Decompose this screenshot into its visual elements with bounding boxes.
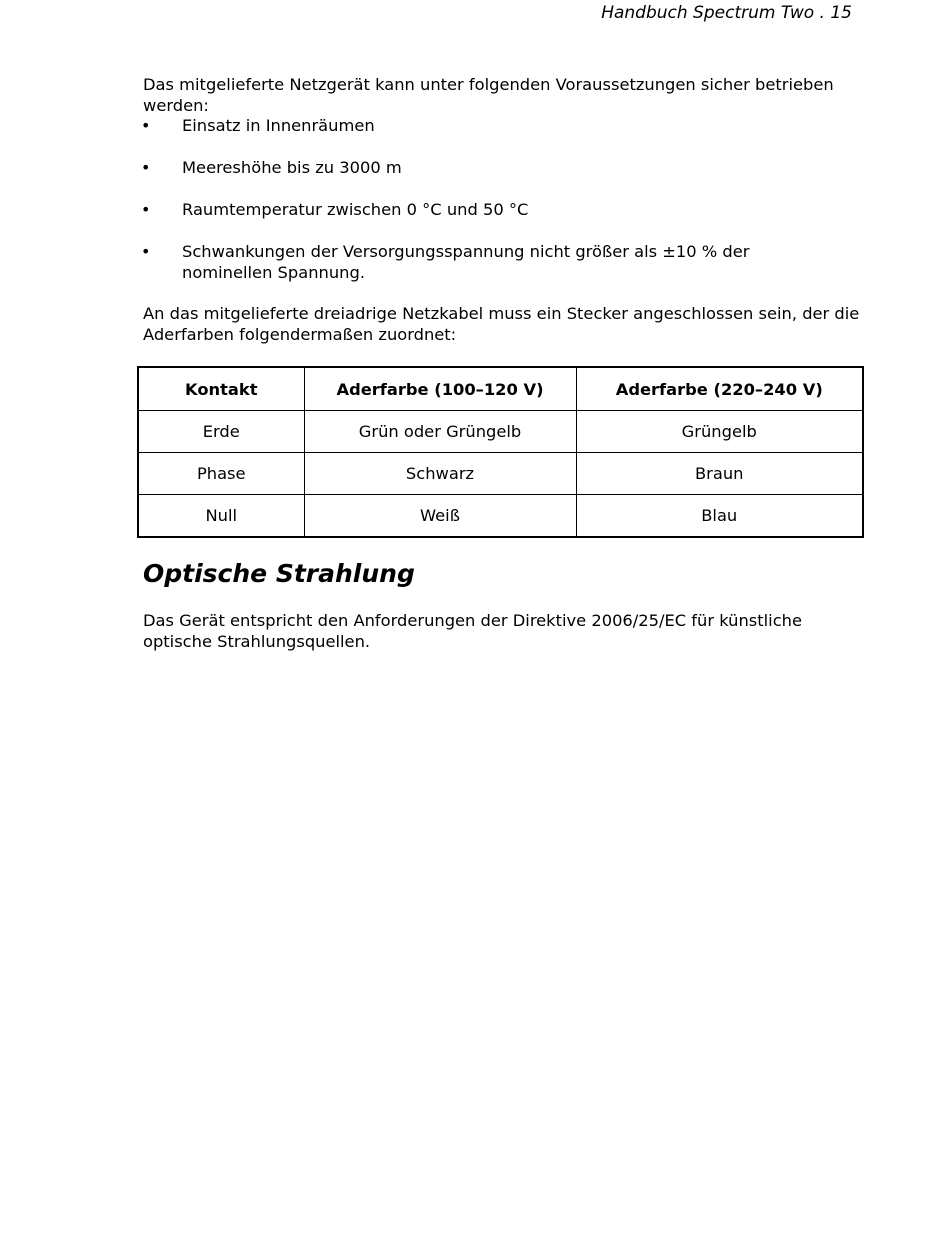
table-row xyxy=(138,495,863,538)
wire-color-table-container xyxy=(137,366,862,538)
bullet-icon: • xyxy=(141,116,151,135)
list-item xyxy=(141,199,831,220)
table-cell: Blau xyxy=(576,495,863,538)
list-item xyxy=(141,241,831,283)
condition-text: Einsatz in Innenräumen xyxy=(182,116,375,135)
conditions-list xyxy=(141,115,831,304)
cable-instruction: An das mitgelieferte dreiadrige Netzkabel muss ein Stecker angeschlossen sein, der die Aderfarben folgendermaßen zuordnet: xyxy=(143,304,860,344)
table-row xyxy=(138,411,863,453)
table-row xyxy=(138,453,863,495)
condition-text: Raumtemperatur zwischen 0 °C und 50 °C xyxy=(182,200,529,219)
column-header-color-230v: Aderfarbe (220–240 V) xyxy=(576,367,863,411)
condition-text: Meereshöhe bis zu 3000 m xyxy=(182,158,402,177)
table-cell: Braun xyxy=(576,453,863,495)
power-supply-intro: Das mitgelieferte Netzgerät kann unter folgenden Voraussetzungen sicher betrieben werden: xyxy=(143,75,834,115)
list-item xyxy=(141,115,831,136)
table-cell: Phase xyxy=(138,453,304,495)
bullet-icon: • xyxy=(141,158,151,177)
wire-color-table xyxy=(137,366,864,538)
bullet-icon: • xyxy=(141,200,151,219)
list-item xyxy=(141,157,831,178)
condition-text: Schwankungen der Versorgungsspannung nicht größer als ±10 % der nominellen Spannung. xyxy=(182,242,750,282)
column-header-color-110v: Aderfarbe (100–120 V) xyxy=(304,367,576,411)
table-cell: Null xyxy=(138,495,304,538)
column-header-contact: Kontakt xyxy=(138,367,304,411)
table-header-row xyxy=(138,367,863,411)
section-heading-optical-radiation: Optische Strahlung xyxy=(143,559,415,588)
table-cell: Grüngelb xyxy=(576,411,863,453)
table-cell: Weiß xyxy=(304,495,576,538)
optical-radiation-text: Das Gerät entspricht den Anforderungen der Direktive 2006/25/EC für künstliche optische Strahlungsquellen. xyxy=(143,611,802,651)
table-cell: Schwarz xyxy=(304,453,576,495)
running-header: Handbuch Spectrum Two . 15 xyxy=(601,3,852,23)
table-cell: Erde xyxy=(138,411,304,453)
table-cell: Grün oder Grüngelb xyxy=(304,411,576,453)
bullet-icon: • xyxy=(141,242,151,261)
